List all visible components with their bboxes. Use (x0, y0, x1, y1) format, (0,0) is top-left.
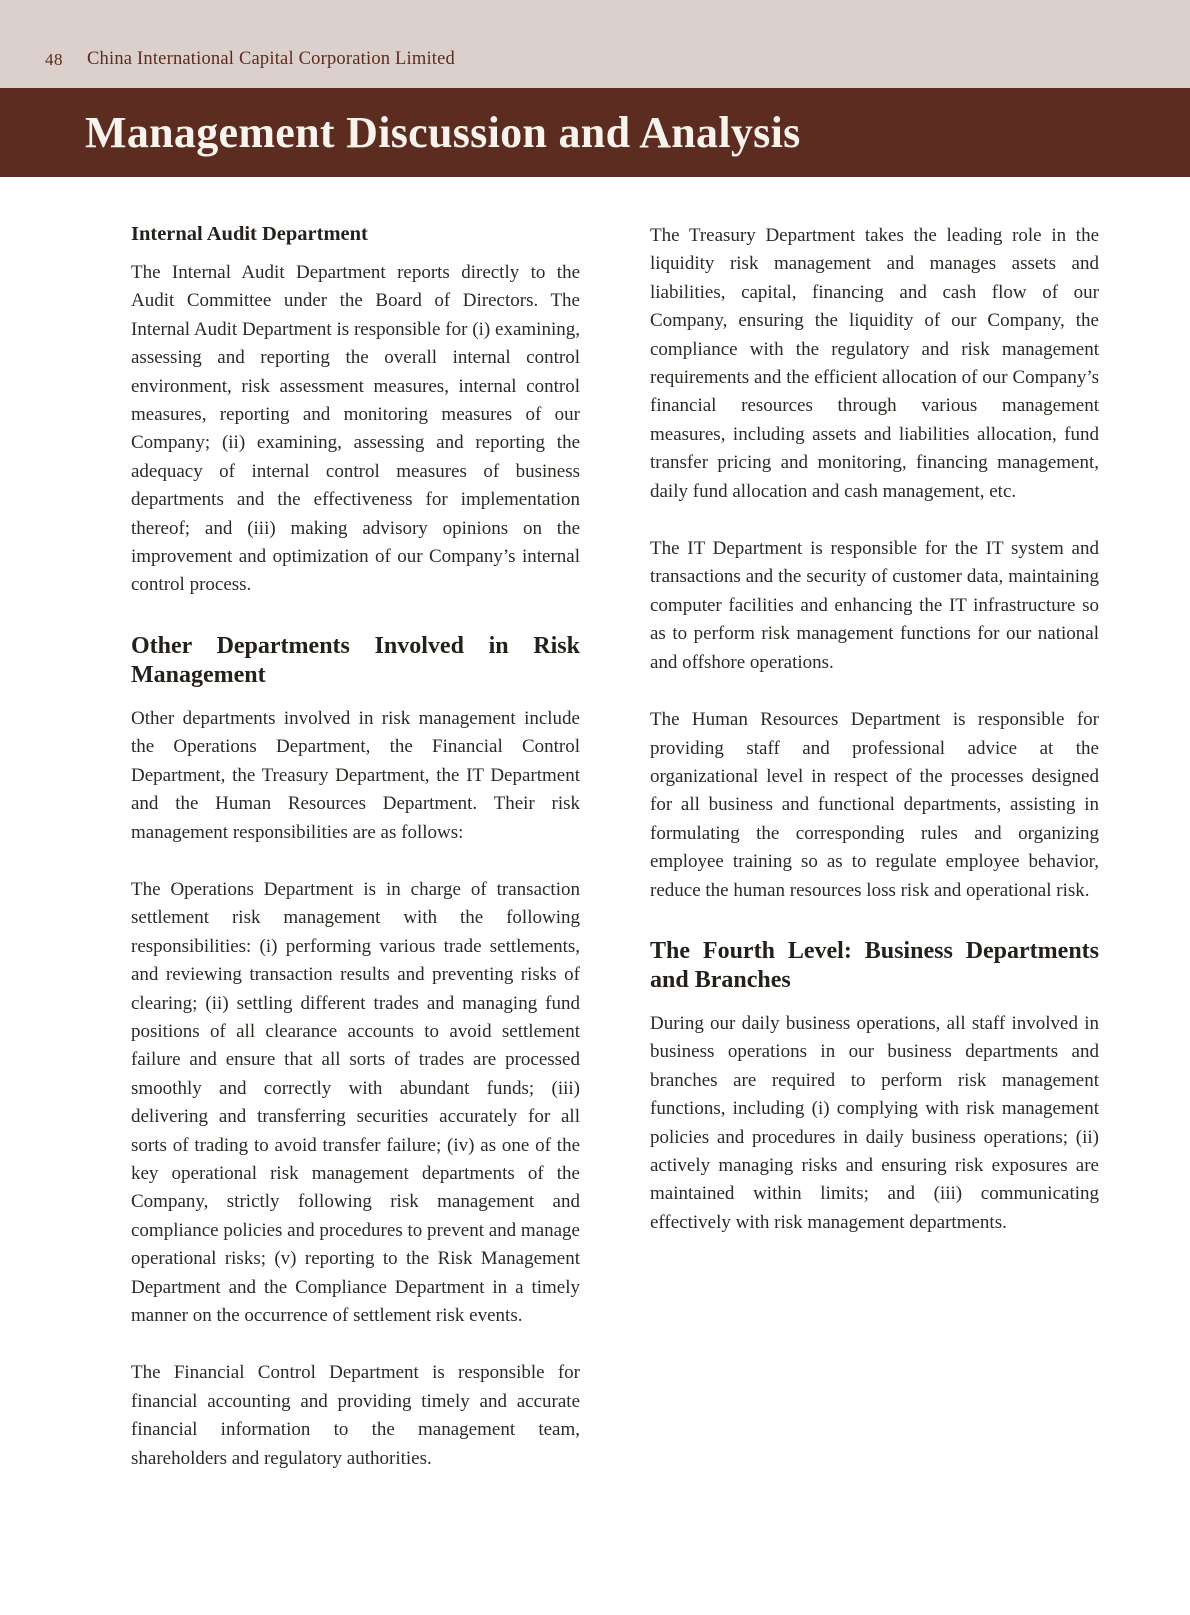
content-columns (0, 177, 1190, 1502)
paragraph-financial-control: The Financial Control Department is responsible for financial accounting and providing timely and accurate financial information to the management team, shareholders and regulatory authorities. (131, 1362, 580, 1469)
paragraph-business-departments: During our daily business operations, all staff involved in business operations in our business departments and branches are required to perform risk management functions, including (i) complying with risk management policies and procedures in daily business operations; (ii) actively managing risks and ensuring risk exposures are maintained within limits; and (iii) communicating effectively with risk management departments. (650, 1012, 1099, 1233)
heading-fourth-level: The Fourth Level: Business Departments and Branches (650, 937, 1099, 993)
left-column (131, 222, 580, 1502)
company-name: China International Capital Corporation Limited (87, 49, 456, 69)
page-title: Management Discussion and Analysis (85, 108, 801, 157)
paragraph-other-departments: Other departments involved in risk management include the Operations Department, the Financial Control Department, the Treasury Department, the IT Department and the Human Resources Department. Their risk management responsibilities are as follows: (131, 707, 580, 843)
page-header (0, 0, 1190, 88)
paragraph-internal-audit: The Internal Audit Department reports directly to the Audit Committee under the Board of Directors. The Internal Audit Department is responsible for (i) examining, assessing and reporting the overall internal control environment, risk assessment measures, internal control measures, reporting and monitoring measures of our Company; (ii) examining, assessing and reporting the adequacy of internal control measures of business departments and the effectiveness for implementation thereof; and (iii) making advisory opinions on the improvement and optimization of our Company’s internal control process. (131, 262, 580, 596)
heading-other-departments: Other Departments Involved in Risk Management (131, 632, 580, 688)
paragraph-human-resources: The Human Resources Department is responsible for providing staff and professional advice at the organizational level in respect of the processes designed for all business and functional departments, assisting in formulating the corresponding rules and organizing employee training so as to regulate employee behavior, reduce the human resources loss risk and operational risk. (650, 709, 1099, 901)
paragraph-treasury-department: The Treasury Department takes the leading role in the liquidity risk management and manages assets and liabilities, capital, financing and cash flow of our Company, ensuring the liquidity of our Company, the compliance with the regulatory and risk management requirements and the efficient allocation of our Company’s financial resources through various management measures, including assets and liabilities allocation, fund transfer pricing and monitoring, financing management, daily fund allocation and cash management, etc. (650, 225, 1099, 502)
paragraph-it-department: The IT Department is responsible for the IT system and transactions and the security of customer data, maintaining computer facilities and enhancing the IT infrastructure so as to perform risk management functions for our national and offshore operations. (650, 538, 1099, 673)
paragraph-operations-department: The Operations Department is in charge of transaction settlement risk management with the following responsibilities: (i) performing various trade settlements, and reviewing transaction results and preventing risks of clearing; (ii) settling different trades and managing fund positions of all clearance accounts to avoid settlement failure and ensure that all sorts of trades are processed smoothly and correctly with abundant funds; (iii) delivering and transferring securities accurately for all sorts of trading to avoid transfer failure; (iv) as one of the key operational risk management departments of the Company, strictly following risk management and compliance policies and procedures to prevent and manage operational risks; (v) reporting to the Risk Management Department and the Compliance Department in a timely manner on the occurrence of settlement risk events. (131, 878, 580, 1326)
heading-internal-audit: Internal Audit Department (131, 223, 368, 245)
right-column (650, 222, 1099, 1266)
title-banner (0, 88, 1190, 177)
page-number: 48 (45, 50, 63, 69)
